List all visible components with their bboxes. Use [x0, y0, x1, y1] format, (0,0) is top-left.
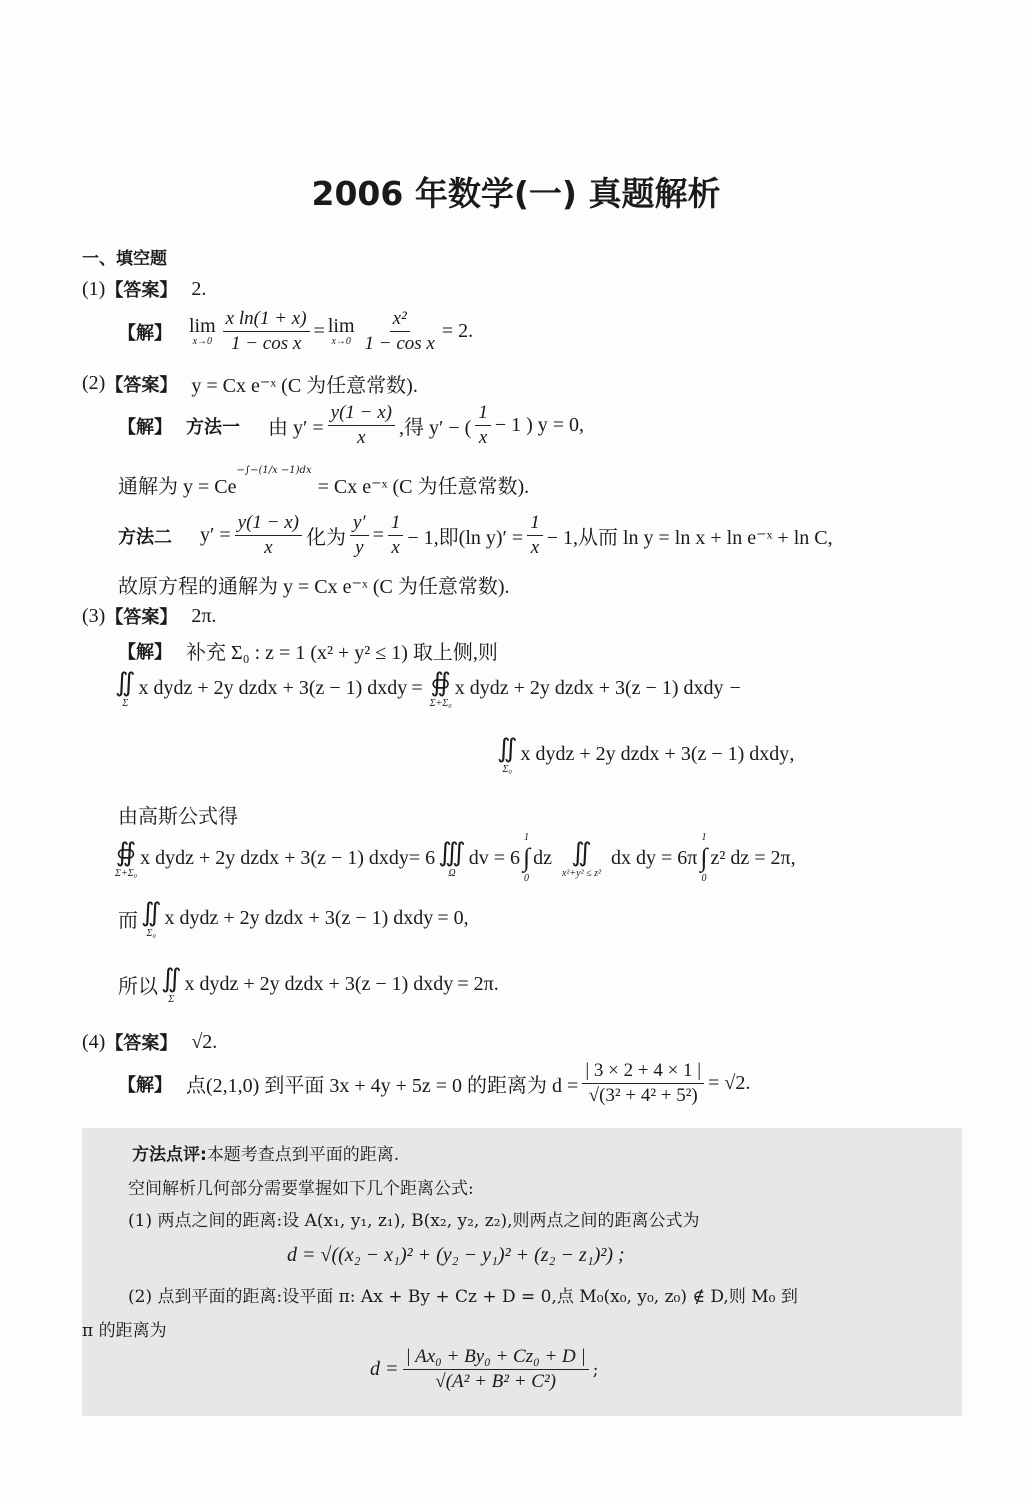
lower-limit: 0 — [701, 873, 707, 884]
denominator: √(3² + 4² + 5²) — [588, 1085, 698, 1106]
answer-value: 2π. — [191, 604, 217, 627]
q3-answer-line — [82, 603, 216, 629]
numerator: y′ — [350, 512, 369, 536]
fraction — [582, 1060, 704, 1107]
fraction — [328, 402, 395, 449]
integral-domain: Σ — [168, 994, 175, 1005]
integrand: x dydz + 2y dzdx + 3(z − 1) dxdy — [164, 907, 434, 929]
result: = 2. — [441, 320, 474, 342]
denominator: x — [530, 537, 540, 558]
double-integral: ∬ Σ — [161, 964, 182, 1005]
lim-sub: x→0 — [331, 336, 351, 347]
denominator: x — [264, 537, 273, 558]
lim: lim — [189, 315, 216, 337]
numerator: y(1 − x) — [328, 402, 395, 426]
section-heading: 一、填空题 — [82, 249, 167, 269]
text: d = — [370, 1358, 399, 1380]
denominator: √(A² + B² + C²) — [435, 1371, 556, 1392]
text: 由 y′ = — [268, 417, 324, 439]
answer-label: 【答案】 — [105, 374, 178, 396]
fraction — [475, 402, 491, 449]
numerator: x ln(1 + x) — [223, 308, 310, 332]
lower-limit: 0 — [524, 873, 530, 884]
text: ,得 y′ − ( — [399, 417, 472, 439]
q3-eq1-cont — [494, 734, 794, 775]
denominator: 1 − cos x — [364, 333, 435, 354]
result: = 0, — [437, 907, 469, 929]
q2-method2-line — [118, 512, 833, 559]
denominator: 1 − cos x — [230, 333, 302, 354]
text: − 1,即(ln y)′ = — [407, 527, 524, 549]
comment-line: 空间解析几何部分需要掌握如下几个距离公式: — [128, 1179, 474, 1199]
text: z² dz = 2π, — [710, 846, 796, 869]
solution-label: 【解】 — [118, 641, 172, 663]
answer-label: 【答案】 — [105, 280, 178, 301]
upper-limit: 1 — [524, 832, 530, 843]
text: 故原方程的通解为 y = Cx e⁻ˣ (C 为任意常数). — [118, 576, 510, 598]
text: = — [372, 524, 384, 546]
fraction — [223, 308, 310, 355]
q1-solution-line — [118, 308, 473, 355]
text: = Cx e⁻ˣ (C 为任意常数). — [317, 476, 530, 498]
equals: = — [411, 677, 423, 699]
answer-value: y = Cx e⁻ˣ (C 为任意常数). — [191, 375, 418, 397]
text: dz — [533, 846, 552, 869]
exponent: −∫−(1/x −1)dx — [236, 465, 312, 476]
integrand: x dydz + 2y dzdx + 3(z − 1) dxdy — [454, 677, 724, 699]
closed-surface-integral: ∯ Σ+Σ₀ — [115, 837, 138, 879]
minus: − — [729, 677, 741, 699]
lim: lim — [327, 315, 355, 337]
text: dv = 6 — [468, 846, 520, 869]
lim-sub: x→0 — [192, 336, 213, 347]
integral-domain: Σ+Σ₀ — [429, 698, 452, 709]
integral-domain: Σ₀ — [502, 764, 512, 775]
limit-operator — [189, 316, 216, 347]
denominator: y — [355, 537, 364, 558]
q3-final — [118, 964, 499, 1005]
q3-gauss-label — [118, 800, 238, 829]
distance-formula-point-plane — [370, 1346, 598, 1393]
double-integral: ∬ x²+y² ≤ z² — [561, 837, 601, 879]
integrand: x dydz + 2y dzdx + 3(z − 1) dxdy — [184, 973, 454, 995]
text: 补充 Σ₀ : z = 1 (x² + y² ≤ 1) 取上侧,则 — [186, 642, 498, 664]
text: y′ = — [200, 524, 231, 546]
question-number: (1) — [82, 277, 106, 300]
text: ; — [592, 1359, 599, 1380]
closed-surface-integral: ∯ Σ+Σ₀ — [429, 668, 452, 709]
result: = √2. — [708, 1072, 751, 1094]
text: − 1,从而 ln y = ln x + ln e⁻ˣ + ln C, — [546, 527, 833, 549]
triple-integral: ∭ Ω — [438, 837, 466, 879]
question-number: (4) — [82, 1030, 106, 1053]
fraction — [388, 512, 404, 559]
integral-domain: Σ — [122, 698, 129, 709]
q2-answer-line — [82, 369, 418, 398]
text: = 6 — [408, 846, 436, 869]
numerator: 1 — [527, 512, 543, 536]
definite-integral: 1 ∫ 0 — [522, 832, 531, 884]
integrand: x dydz + 2y dzdx + 3(z − 1) dxdy — [138, 677, 408, 699]
q3-gauss-eq — [112, 832, 796, 884]
q2-method1-line — [118, 402, 584, 449]
answer-label: 【答案】 — [105, 1033, 178, 1054]
method1-label: 方法一 — [186, 416, 240, 438]
comma: , — [789, 743, 795, 765]
denominator: x — [391, 537, 400, 558]
integral-domain: x²+y² ≤ z² — [561, 867, 601, 879]
result: = 2π. — [457, 973, 499, 995]
definite-integral: 1 ∫ 0 — [700, 832, 708, 884]
fraction — [235, 512, 302, 559]
comment-label: 方法点评: — [132, 1145, 207, 1165]
answer-value: 2. — [191, 277, 207, 300]
q1-answer-line — [82, 276, 206, 302]
numerator: y(1 − x) — [235, 512, 302, 536]
numerator: x² — [390, 308, 410, 332]
numerator: | Ax₀ + By₀ + Cz₀ + D | — [403, 1346, 589, 1370]
q4-solution — [118, 1060, 750, 1107]
double-integral: ∬ Σ — [115, 668, 136, 709]
page-title: 2006 年数学(一) 真题解析 — [311, 174, 721, 213]
numerator: 1 — [475, 402, 491, 426]
text: 由高斯公式得 — [118, 806, 238, 828]
solution-label: 【解】 — [118, 416, 172, 438]
answer-label: 【答案】 — [105, 607, 178, 628]
comment-line: (1) 两点之间的距离:设 A(x₁, y₁, z₁), B(x₂, y₂, z₂),则两点之间的距离公式为 — [128, 1211, 700, 1231]
q2-general-solution — [118, 465, 530, 499]
integral-domain: Σ₀ — [146, 928, 156, 939]
solution-label: 【解】 — [118, 1074, 172, 1096]
text: 点(2,1,0) 到平面 3x + 4y + 5z = 0 的距离为 d = — [186, 1075, 579, 1097]
integrand: x dydz + 2y dzdx + 3(z − 1) dxdy — [140, 846, 409, 869]
limit-operator — [328, 316, 355, 347]
text: dx dy = 6π — [610, 846, 698, 869]
text: 所以 — [118, 976, 158, 998]
fraction — [350, 512, 369, 559]
integral-domain: Σ+Σ₀ — [115, 867, 138, 879]
text: − 1 ) y = 0, — [494, 414, 585, 436]
comment-head — [132, 1140, 399, 1165]
numerator: | 3 × 2 + 4 × 1 | — [582, 1060, 704, 1084]
distance-formula-two-points: d = √((x₂ − x₁)² + (y₂ − y₁)² + (z₂ − z₁)²) ; — [287, 1244, 625, 1266]
text: 本题考查点到平面的距离. — [206, 1145, 400, 1165]
comment-line: π 的距离为 — [82, 1321, 167, 1341]
text: 通解为 y = Ce — [118, 476, 237, 498]
q2-conclusion — [118, 570, 510, 599]
method-comment-box — [82, 1128, 962, 1416]
solution-label: 【解】 — [118, 322, 172, 344]
upper-limit: 1 — [701, 832, 707, 843]
q3-s0-eq — [118, 898, 469, 939]
method2-label: 方法二 — [118, 526, 172, 548]
q3-eq1 — [112, 668, 741, 709]
double-integral: ∬ Σ₀ — [497, 734, 518, 775]
comment-line: (2) 点到平面的距离:设平面 π: Ax + By + Cz + D = 0,点 M₀(x₀, y₀, z₀) ∉ D,则 M₀ 到 — [128, 1287, 798, 1307]
answer-value: √2. — [191, 1030, 218, 1053]
equals: = — [313, 320, 325, 342]
denominator: x — [478, 427, 488, 448]
integral-domain: Ω — [448, 867, 456, 879]
question-number: (3) — [82, 604, 106, 627]
q3-intro — [118, 636, 498, 665]
q4-answer-line — [82, 1029, 217, 1055]
numerator: 1 — [388, 512, 404, 536]
question-number: (2) — [82, 372, 106, 394]
text: 而 — [118, 910, 138, 932]
denominator: x — [357, 427, 366, 448]
fraction — [527, 512, 543, 559]
double-integral: ∬ Σ₀ — [141, 898, 162, 939]
fraction — [362, 308, 438, 355]
text: 化为 — [306, 527, 346, 549]
fraction — [403, 1346, 589, 1393]
integrand: x dydz + 2y dzdx + 3(z − 1) dxdy — [520, 743, 790, 765]
